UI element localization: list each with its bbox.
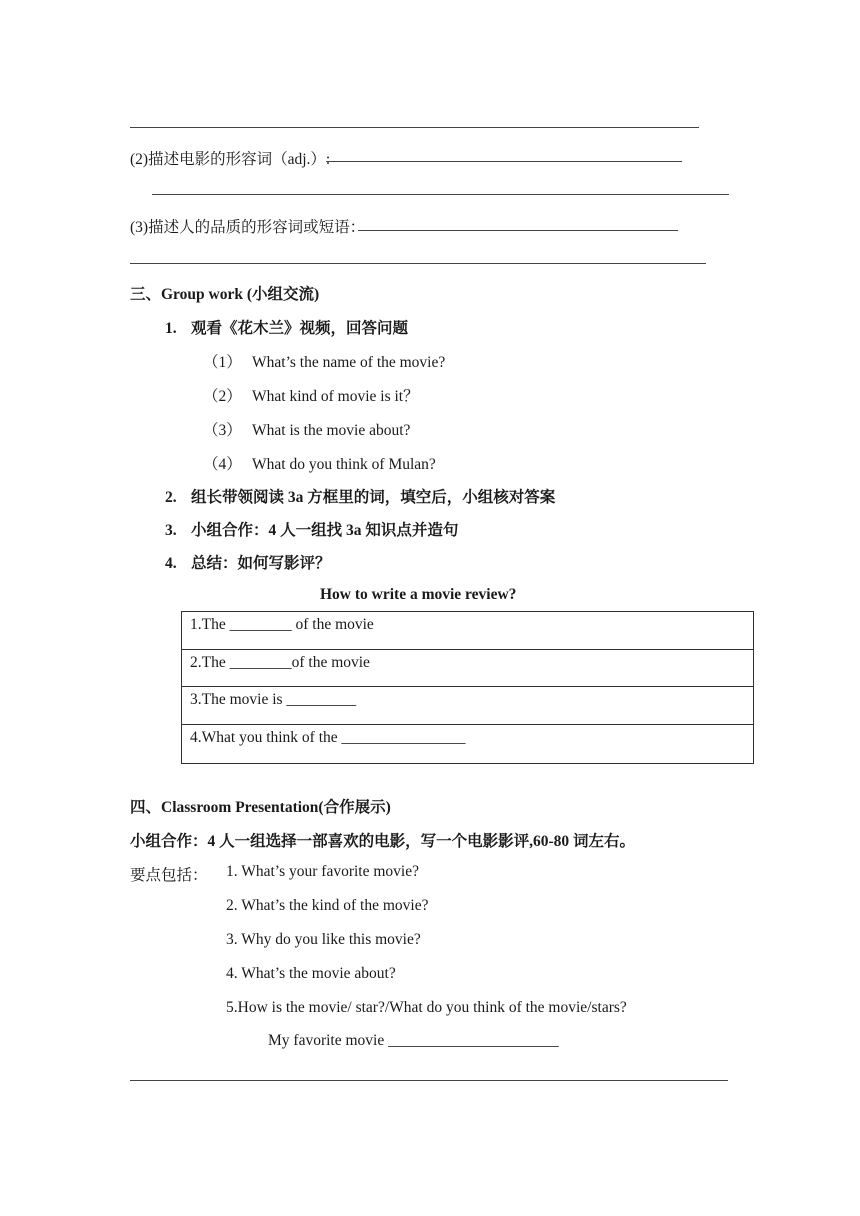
table-cell[interactable]: 1.The ________ of the movie (182, 612, 754, 650)
point-item: 4. What’s the movie about? (226, 965, 396, 982)
question-text: What kind of movie is it？ (252, 388, 419, 405)
table-cell[interactable]: 2.The ________of the movie (182, 650, 754, 687)
presentation-task: 小组合作：4 人一组选择一部喜欢的电影，写一个电影影评,60-80 词左右。 (130, 833, 636, 850)
table-cell[interactable]: 3.The movie is _________ (182, 687, 754, 725)
answer-line[interactable] (130, 263, 706, 264)
step-number: 1. (165, 320, 177, 337)
points-label: 要点包括： (130, 867, 208, 884)
table-row (182, 650, 754, 687)
answer-line[interactable] (152, 194, 729, 195)
table-row (182, 612, 754, 650)
question-text: What do you think of Mulan? (252, 456, 436, 473)
step-1 (165, 316, 408, 338)
question-number: （3） (203, 422, 242, 439)
table-row (182, 687, 754, 725)
step-text: 观看《花木兰》视频，回答问题 (191, 320, 409, 337)
favorite-movie-line[interactable]: My favorite movie ______________________ (268, 1032, 559, 1049)
step-text: 小组合作：4 人一组找 3a 知识点并造句 (191, 522, 459, 539)
presentation-heading: 四、Classroom Presentation(合作展示) (130, 799, 391, 816)
step-number: 4. (165, 555, 177, 572)
answer-line[interactable] (130, 127, 699, 128)
question-1 (203, 350, 445, 372)
question-text: What is the movie about? (252, 422, 411, 439)
table-cell[interactable]: 4.What you think of the ________________ (182, 725, 754, 764)
answer-line[interactable] (130, 1080, 728, 1081)
question-3 (203, 418, 410, 440)
answer-line[interactable] (326, 161, 682, 162)
adj-people-text: (3)描述人的品质的形容词或短语： (130, 219, 366, 236)
movie-review-table (181, 611, 754, 764)
question-2 (203, 384, 419, 406)
group-work-heading: 三、Group work (小组交流) (130, 286, 320, 303)
step-2 (165, 485, 555, 507)
question-text: What’s the name of the movie? (252, 354, 446, 371)
point-item: 2. What’s the kind of the movie? (226, 897, 429, 914)
adj-movie-label (130, 147, 330, 169)
step-number: 2. (165, 489, 177, 506)
question-number: （4） (203, 456, 242, 473)
step-text: 组长带领阅读 3a 方框里的词，填空后，小组核对答案 (191, 489, 556, 506)
question-number: （1） (203, 354, 242, 371)
step-number: 3. (165, 522, 177, 539)
answer-line[interactable] (358, 230, 678, 231)
point-item: 5.How is the movie/ star?/What do you think of the movie/stars? (226, 999, 627, 1016)
adj-movie-text: (2)描述电影的形容词（adj.）: (130, 151, 331, 168)
step-4 (165, 551, 331, 573)
question-number: （2） (203, 388, 242, 405)
point-item: 3. Why do you like this movie? (226, 931, 421, 948)
table-title: How to write a movie review? (320, 586, 517, 603)
adj-people-label (130, 215, 365, 237)
question-4 (203, 452, 436, 474)
point-item: 1. What’s your favorite movie? (226, 863, 419, 880)
table-row (182, 725, 754, 764)
step-3 (165, 518, 458, 540)
step-text: 总结：如何写影评？ (191, 555, 331, 572)
